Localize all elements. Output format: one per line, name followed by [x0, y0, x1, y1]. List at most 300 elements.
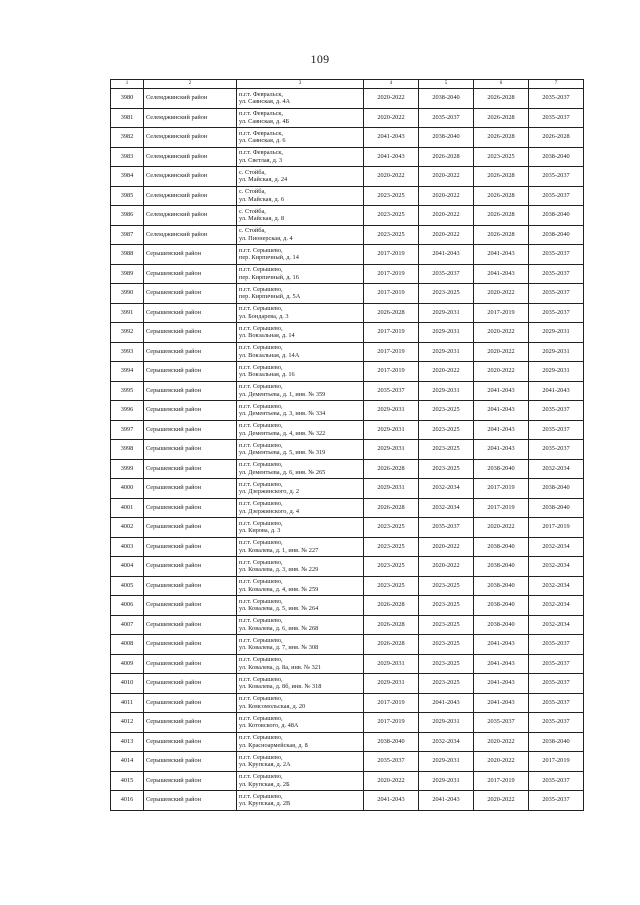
address-locality: п.г.т. Серышево, — [239, 714, 283, 722]
period-col4-cell: 2017-2019 — [364, 693, 419, 713]
address-street: ул. Крупская, д. 2В — [239, 800, 291, 808]
period-col7-cell: 2038-2040 — [529, 732, 584, 752]
address-cell — [237, 732, 364, 752]
address-street: ул. Майская, д. 8 — [239, 215, 285, 223]
table-row — [111, 420, 584, 440]
row-number: 3991 — [111, 303, 144, 323]
period-col6-cell: 2020-2022 — [474, 752, 529, 772]
address-locality: п.г.т. Серышево, — [239, 324, 283, 332]
period-col7-cell: 2035-2037 — [529, 654, 584, 674]
address-locality: п.г.т. Серышево, — [239, 461, 283, 469]
period-col6-cell: 2020-2022 — [474, 284, 529, 304]
period-col5-cell: 2032-2034 — [419, 479, 474, 499]
table-row — [111, 693, 584, 713]
row-number: 3996 — [111, 401, 144, 421]
row-number: 3989 — [111, 264, 144, 284]
period-col5-cell: 2023-2025 — [419, 576, 474, 596]
period-col5-cell: 2023-2025 — [419, 284, 474, 304]
address-street: ул. Крупская, д. 2Б — [239, 780, 290, 788]
period-col6-cell: 2026-2028 — [474, 167, 529, 187]
period-col4-cell: 2029-2031 — [364, 401, 419, 421]
period-col7-cell: 2035-2037 — [529, 401, 584, 421]
address-street: ул. Красноармейская, д. 8 — [239, 741, 308, 749]
district-cell: Серышевский район — [144, 674, 237, 694]
period-col7-cell: 2032-2034 — [529, 576, 584, 596]
row-number: 3984 — [111, 167, 144, 187]
period-col6-cell: 2026-2028 — [474, 225, 529, 245]
period-col5-cell: 2041-2043 — [419, 245, 474, 265]
period-col5-cell: 2035-2037 — [419, 264, 474, 284]
period-col7-cell: 2035-2037 — [529, 167, 584, 187]
address-street: пер. Кирпичный, д. 14 — [239, 254, 299, 262]
address-street: ул. Ковалева, д. 1, инв. № 227 — [239, 546, 319, 554]
period-col6-cell: 2041-2043 — [474, 381, 529, 401]
address-cell — [237, 459, 364, 479]
address-cell — [237, 440, 364, 460]
period-col4-cell: 2035-2037 — [364, 381, 419, 401]
table-row — [111, 342, 584, 362]
table-row — [111, 362, 584, 382]
period-col5-cell: 2023-2025 — [419, 635, 474, 655]
address-locality: п.г.т. Серышево, — [239, 500, 283, 508]
row-number: 3999 — [111, 459, 144, 479]
district-cell: Серышевский район — [144, 576, 237, 596]
period-col7-cell: 2035-2037 — [529, 771, 584, 791]
address-locality: п.г.т. Серышево, — [239, 305, 283, 313]
period-col6-cell: 2026-2028 — [474, 186, 529, 206]
address-street: ул. Дементьева, д. 1, инв. № 359 — [239, 390, 326, 398]
period-col6-cell: 2038-2040 — [474, 615, 529, 635]
address-cell — [237, 518, 364, 538]
address-locality: п.г.т. Февральск, — [239, 149, 284, 157]
address-street: ул. Ковалева, д. 5, инв. № 264 — [239, 605, 319, 613]
row-number: 4001 — [111, 498, 144, 518]
address-cell — [237, 284, 364, 304]
address-locality: п.г.т. Февральск, — [239, 129, 284, 137]
address-street: ул. Майская, д. 6 — [239, 195, 285, 203]
district-cell: Серышевский район — [144, 732, 237, 752]
address-locality: п.г.т. Серышево, — [239, 695, 283, 703]
period-col5-cell: 2029-2031 — [419, 713, 474, 733]
row-number: 4015 — [111, 771, 144, 791]
row-number: 3997 — [111, 420, 144, 440]
district-cell: Серышевский район — [144, 323, 237, 343]
address-locality: п.г.т. Февральск, — [239, 110, 284, 118]
column-header: 1 — [111, 80, 144, 89]
table-row — [111, 284, 584, 304]
address-cell — [237, 264, 364, 284]
period-col7-cell: 2038-2040 — [529, 206, 584, 226]
period-col5-cell: 2020-2022 — [419, 537, 474, 557]
page-number: 109 — [310, 52, 330, 66]
address-locality: п.г.т. Серышево, — [239, 344, 283, 352]
table-row — [111, 752, 584, 772]
period-col6-cell: 2017-2019 — [474, 771, 529, 791]
period-col5-cell: 2041-2043 — [419, 693, 474, 713]
row-number: 4014 — [111, 752, 144, 772]
district-cell: Селемджинский район — [144, 89, 237, 109]
address-locality: с. Стойба, — [239, 227, 266, 235]
period-col6-cell: 2023-2025 — [474, 147, 529, 167]
address-cell — [237, 167, 364, 187]
address-cell — [237, 128, 364, 148]
address-street: ул. Ковалева, д. 8а, инв. № 321 — [239, 663, 322, 671]
period-col4-cell: 2026-2028 — [364, 498, 419, 518]
period-col4-cell: 2023-2025 — [364, 537, 419, 557]
table-row — [111, 245, 584, 265]
period-col7-cell: 2032-2034 — [529, 557, 584, 577]
address-street: ул. Дементьева, д. 5, инв. № 319 — [239, 449, 326, 457]
period-col4-cell: 2029-2031 — [364, 440, 419, 460]
period-col5-cell: 2029-2031 — [419, 771, 474, 791]
period-col5-cell: 2032-2034 — [419, 498, 474, 518]
table-row — [111, 498, 584, 518]
period-col7-cell: 2035-2037 — [529, 186, 584, 206]
period-col6-cell: 2038-2040 — [474, 459, 529, 479]
row-number: 4007 — [111, 615, 144, 635]
period-col6-cell: 2020-2022 — [474, 518, 529, 538]
address-locality: п.г.т. Серышево, — [239, 480, 283, 488]
address-locality: с. Стойба, — [239, 188, 266, 196]
table-row — [111, 186, 584, 206]
district-cell: Серышевский район — [144, 615, 237, 635]
period-col7-cell: 2035-2037 — [529, 693, 584, 713]
address-street: ул. Пионерская, д. 4 — [239, 234, 293, 242]
row-number: 4005 — [111, 576, 144, 596]
table-row — [111, 264, 584, 284]
period-col5-cell: 2029-2031 — [419, 303, 474, 323]
period-col7-cell: 2017-2019 — [529, 518, 584, 538]
district-cell: Серышевский район — [144, 752, 237, 772]
column-header: 3 — [237, 80, 364, 89]
district-cell: Серышевский район — [144, 498, 237, 518]
district-cell: Серышевский район — [144, 362, 237, 382]
period-col6-cell: 2017-2019 — [474, 498, 529, 518]
row-number: 4000 — [111, 479, 144, 499]
address-street: ул. Вокзальная, д. 14 — [239, 332, 295, 340]
row-number: 3998 — [111, 440, 144, 460]
period-col6-cell: 2041-2043 — [474, 401, 529, 421]
period-col5-cell: 2026-2028 — [419, 147, 474, 167]
address-locality: п.г.т. Серышево, — [239, 519, 283, 527]
district-cell: Селемджинский район — [144, 147, 237, 167]
period-col5-cell: 2029-2031 — [419, 342, 474, 362]
row-number: 3985 — [111, 186, 144, 206]
address-cell — [237, 186, 364, 206]
table-row — [111, 771, 584, 791]
address-cell — [237, 791, 364, 811]
period-col7-cell: 2032-2034 — [529, 537, 584, 557]
row-number: 4012 — [111, 713, 144, 733]
period-col4-cell: 2020-2022 — [364, 167, 419, 187]
period-col5-cell: 2023-2025 — [419, 459, 474, 479]
address-locality: п.г.т. Серышево, — [239, 539, 283, 547]
period-col7-cell: 2029-2031 — [529, 342, 584, 362]
address-cell — [237, 245, 364, 265]
period-col4-cell: 2023-2025 — [364, 518, 419, 538]
period-col5-cell: 2023-2025 — [419, 420, 474, 440]
table-row — [111, 206, 584, 226]
address-street: ул. Дзержинского, д. 2 — [239, 488, 300, 496]
period-col6-cell: 2038-2040 — [474, 537, 529, 557]
table-row — [111, 713, 584, 733]
period-col5-cell: 2023-2025 — [419, 440, 474, 460]
period-col4-cell: 2017-2019 — [364, 342, 419, 362]
table-row — [111, 732, 584, 752]
row-number: 4009 — [111, 654, 144, 674]
address-cell — [237, 147, 364, 167]
period-col4-cell: 2029-2031 — [364, 654, 419, 674]
period-col5-cell: 2023-2025 — [419, 674, 474, 694]
district-cell: Селемджинский район — [144, 167, 237, 187]
column-header: 2 — [144, 80, 237, 89]
address-street: ул. Кирова, д. 3 — [239, 527, 281, 535]
address-locality: п.г.т. Серышево, — [239, 402, 283, 410]
period-col4-cell: 2026-2028 — [364, 459, 419, 479]
address-locality: п.г.т. Серышево, — [239, 246, 283, 254]
period-col6-cell: 2026-2028 — [474, 206, 529, 226]
period-col6-cell: 2041-2043 — [474, 693, 529, 713]
period-col7-cell: 2035-2037 — [529, 440, 584, 460]
period-col5-cell: 2038-2040 — [419, 128, 474, 148]
period-col7-cell: 2032-2034 — [529, 459, 584, 479]
address-cell — [237, 225, 364, 245]
address-street: ул. Дементьева, д. 4, инв. № 322 — [239, 429, 326, 437]
table-body — [111, 89, 584, 811]
table-row — [111, 89, 584, 109]
period-col6-cell: 2035-2037 — [474, 713, 529, 733]
address-cell — [237, 89, 364, 109]
district-cell: Серышевский район — [144, 518, 237, 538]
period-col6-cell: 2038-2040 — [474, 557, 529, 577]
district-cell: Серышевский район — [144, 693, 237, 713]
period-col5-cell: 2029-2031 — [419, 752, 474, 772]
period-col5-cell: 2023-2025 — [419, 654, 474, 674]
period-col5-cell: 2035-2037 — [419, 108, 474, 128]
row-number: 4003 — [111, 537, 144, 557]
table-row — [111, 147, 584, 167]
table-row — [111, 596, 584, 616]
address-locality: п.г.т. Серышево, — [239, 558, 283, 566]
table-row — [111, 557, 584, 577]
address-street: ул. Саянская, д. 6 — [239, 137, 286, 145]
period-col7-cell: 2035-2037 — [529, 89, 584, 109]
period-col4-cell: 2023-2025 — [364, 225, 419, 245]
address-locality: п.г.т. Серышево, — [239, 656, 283, 664]
period-col7-cell: 2035-2037 — [529, 108, 584, 128]
address-locality: с. Стойба, — [239, 207, 266, 215]
address-street: ул. Ковалева, д. 8б, инв. № 318 — [239, 683, 322, 691]
column-header: 4 — [364, 80, 419, 89]
period-col4-cell: 2038-2040 — [364, 732, 419, 752]
table-row — [111, 635, 584, 655]
district-cell: Серышевский район — [144, 791, 237, 811]
period-col7-cell: 2038-2040 — [529, 498, 584, 518]
district-cell: Серышевский район — [144, 596, 237, 616]
address-cell — [237, 498, 364, 518]
registry-table — [110, 79, 584, 811]
period-col4-cell: 2020-2022 — [364, 89, 419, 109]
period-col6-cell: 2020-2022 — [474, 791, 529, 811]
address-cell — [237, 557, 364, 577]
address-locality: п.г.т. Серышево, — [239, 753, 283, 761]
period-col4-cell: 2029-2031 — [364, 674, 419, 694]
period-col5-cell: 2029-2031 — [419, 323, 474, 343]
row-number: 3986 — [111, 206, 144, 226]
address-street: ул. Дзержинского, д. 4 — [239, 507, 300, 515]
period-col4-cell: 2041-2043 — [364, 147, 419, 167]
period-col4-cell: 2029-2031 — [364, 479, 419, 499]
period-col5-cell: 2041-2043 — [419, 791, 474, 811]
address-locality: п.г.т. Серышево, — [239, 734, 283, 742]
table-row — [111, 576, 584, 596]
address-cell — [237, 693, 364, 713]
address-street: ул. Светлая, д. 3 — [239, 156, 283, 164]
district-cell: Селемджинский район — [144, 186, 237, 206]
address-locality: п.г.т. Серышево, — [239, 363, 283, 371]
address-locality: п.г.т. Серышево, — [239, 578, 283, 586]
table-row — [111, 167, 584, 187]
district-cell: Селемджинский район — [144, 108, 237, 128]
address-cell — [237, 576, 364, 596]
address-cell — [237, 342, 364, 362]
table-row — [111, 381, 584, 401]
district-cell: Селемджинский район — [144, 225, 237, 245]
address-locality: п.г.т. Серышево, — [239, 383, 283, 391]
period-col7-cell: 2032-2034 — [529, 615, 584, 635]
period-col7-cell: 2026-2028 — [529, 128, 584, 148]
address-cell — [237, 323, 364, 343]
address-locality: п.г.т. Серышево, — [239, 266, 283, 274]
period-col6-cell: 2041-2043 — [474, 245, 529, 265]
address-street: пер. Кирпичный, д. 16 — [239, 273, 299, 281]
period-col6-cell: 2020-2022 — [474, 342, 529, 362]
period-col7-cell: 2038-2040 — [529, 225, 584, 245]
period-col6-cell: 2020-2022 — [474, 732, 529, 752]
period-col4-cell: 2041-2043 — [364, 128, 419, 148]
period-col5-cell: 2023-2025 — [419, 596, 474, 616]
period-col4-cell: 2041-2043 — [364, 791, 419, 811]
period-col4-cell: 2017-2019 — [364, 362, 419, 382]
period-col5-cell: 2020-2022 — [419, 206, 474, 226]
table-row — [111, 791, 584, 811]
address-cell — [237, 420, 364, 440]
column-header: 6 — [474, 80, 529, 89]
period-col7-cell: 2035-2037 — [529, 264, 584, 284]
period-col7-cell: 2035-2037 — [529, 284, 584, 304]
address-street: ул. Крупская, д. 2А — [239, 761, 291, 769]
table-row — [111, 108, 584, 128]
row-number: 3980 — [111, 89, 144, 109]
row-number: 4008 — [111, 635, 144, 655]
district-cell: Серышевский район — [144, 635, 237, 655]
address-street: пер. Кирпичный, д. 5А — [239, 293, 301, 301]
period-col4-cell: 2017-2019 — [364, 264, 419, 284]
address-locality: п.г.т. Серышево, — [239, 773, 283, 781]
table-row — [111, 518, 584, 538]
period-col6-cell: 2041-2043 — [474, 674, 529, 694]
period-col5-cell: 2023-2025 — [419, 401, 474, 421]
row-number: 4002 — [111, 518, 144, 538]
period-col6-cell: 2041-2043 — [474, 635, 529, 655]
address-cell — [237, 654, 364, 674]
address-cell — [237, 713, 364, 733]
period-col5-cell: 2020-2022 — [419, 362, 474, 382]
address-cell — [237, 752, 364, 772]
period-col6-cell: 2026-2028 — [474, 89, 529, 109]
period-col7-cell: 2017-2019 — [529, 752, 584, 772]
address-cell — [237, 635, 364, 655]
period-col4-cell: 2026-2028 — [364, 596, 419, 616]
district-cell: Серышевский район — [144, 284, 237, 304]
address-cell — [237, 537, 364, 557]
row-number: 3992 — [111, 323, 144, 343]
period-col5-cell: 2020-2022 — [419, 167, 474, 187]
row-number: 4013 — [111, 732, 144, 752]
period-col5-cell: 2020-2022 — [419, 225, 474, 245]
district-cell: Серышевский район — [144, 420, 237, 440]
period-col5-cell: 2038-2040 — [419, 89, 474, 109]
period-col7-cell: 2029-2031 — [529, 362, 584, 382]
table-row — [111, 537, 584, 557]
address-street: ул. Ковалева, д. 3, инв. № 229 — [239, 566, 319, 574]
period-col4-cell: 2023-2025 — [364, 576, 419, 596]
address-locality: п.г.т. Серышево, — [239, 675, 283, 683]
row-number: 4016 — [111, 791, 144, 811]
district-cell: Серышевский район — [144, 459, 237, 479]
period-col6-cell: 2041-2043 — [474, 264, 529, 284]
period-col4-cell: 2017-2019 — [364, 323, 419, 343]
row-number: 4004 — [111, 557, 144, 577]
address-cell — [237, 381, 364, 401]
district-cell: Серышевский район — [144, 537, 237, 557]
address-cell — [237, 615, 364, 635]
period-col7-cell: 2038-2040 — [529, 479, 584, 499]
address-street: ул. Вокзальная, д. 16 — [239, 371, 295, 379]
period-col5-cell: 2032-2034 — [419, 732, 474, 752]
period-col6-cell: 2020-2022 — [474, 362, 529, 382]
address-street: ул. Бондарева, д. 3 — [239, 312, 289, 320]
district-cell: Серышевский район — [144, 654, 237, 674]
district-cell: Серышевский район — [144, 401, 237, 421]
period-col4-cell: 2020-2022 — [364, 771, 419, 791]
period-col4-cell: 2017-2019 — [364, 713, 419, 733]
period-col5-cell: 2035-2037 — [419, 518, 474, 538]
period-col5-cell: 2020-2022 — [419, 186, 474, 206]
table-row — [111, 615, 584, 635]
district-cell: Серышевский район — [144, 264, 237, 284]
period-col4-cell: 2023-2025 — [364, 186, 419, 206]
address-cell — [237, 108, 364, 128]
table-row — [111, 479, 584, 499]
period-col4-cell: 2023-2025 — [364, 557, 419, 577]
row-number: 3993 — [111, 342, 144, 362]
address-street: ул. Комсомольская, д. 20 — [239, 702, 306, 710]
period-col7-cell: 2035-2037 — [529, 245, 584, 265]
table-row — [111, 128, 584, 148]
period-col7-cell: 2035-2037 — [529, 791, 584, 811]
district-cell: Серышевский район — [144, 342, 237, 362]
district-cell: Серышевский район — [144, 479, 237, 499]
address-cell — [237, 596, 364, 616]
period-col4-cell: 2020-2022 — [364, 108, 419, 128]
row-number: 4011 — [111, 693, 144, 713]
period-col6-cell: 2026-2028 — [474, 128, 529, 148]
address-locality: п.г.т. Серышево, — [239, 617, 283, 625]
address-street: ул. Саянская, д. 4Б — [239, 117, 290, 125]
row-number: 4006 — [111, 596, 144, 616]
district-cell: Серышевский район — [144, 713, 237, 733]
